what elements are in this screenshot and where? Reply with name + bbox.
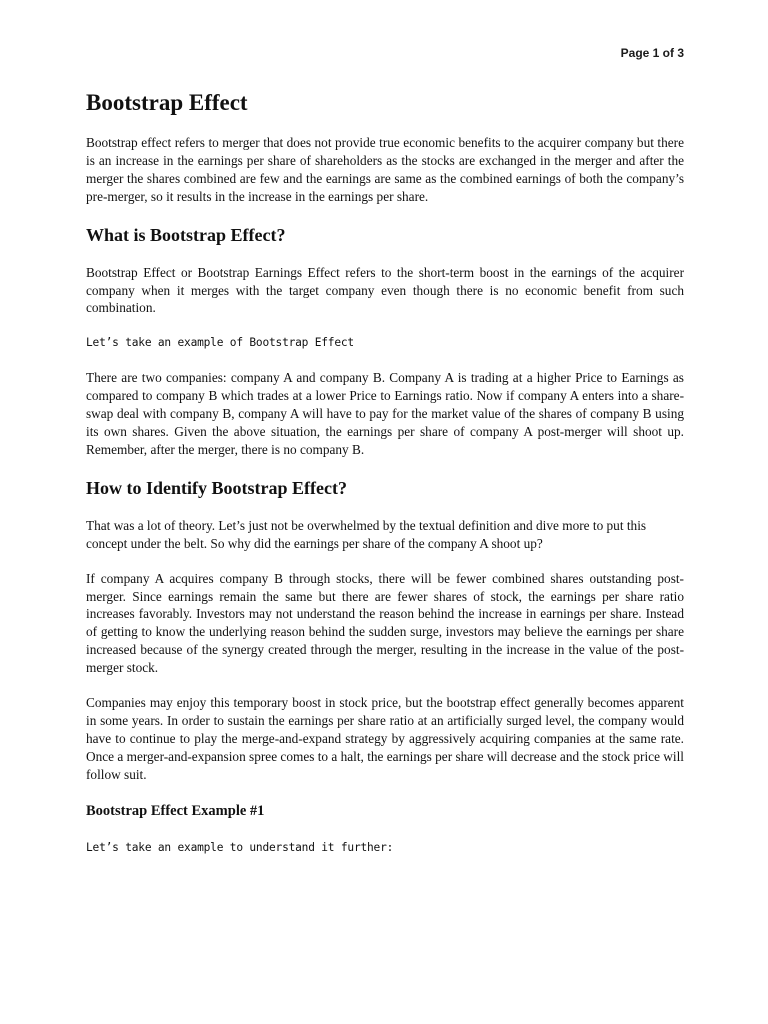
example-paragraph: There are two companies: company A and company B. Company A is trading at a higher Price to Earnings as compared to company B which trades at a lower Price to Earnings ratio. Now if company A enters into a share-swap deal with company B, company A will have to pay for the market value of the shares of company B using its own shares. Given the above situation, the earnings per share of company A post-merger will shoot up. Remember, after the merger, there is no company B. — [86, 370, 684, 457]
section-heading-example-1: Bootstrap Effect Example #1 — [86, 802, 265, 819]
page-number: Page 1 of 3 — [620, 46, 684, 60]
intro-paragraph: Bootstrap effect refers to merger that does not provide true economic benefits to the acquirer company but there is an increase in the earnings per share of shareholders as the stocks are exchanged in the merger and after the merger the shares combined are few and the earnings are same as the combined earnings of both the company’s pre-merger, so it results in the increase in the earnings per share. — [86, 135, 684, 204]
temporary-boost-paragraph: Companies may enjoy this temporary boost in stock price, but the bootstrap effect generally becomes apparent in some years. In order to sustain the earnings per share ratio at an artificially surged level, the company would have to continue to play the merge-and-expand strategy by aggressively acquiring companies at the same rate. Once a merger-and-expansion spree comes to a halt, the earnings per share will decrease and the stock price will follow suit. — [86, 695, 684, 782]
definition-paragraph: Bootstrap Effect or Bootstrap Earnings Effect refers to the short-term boost in the earnings of the acquirer company when it merges with the target company even though there is no economic benefit from such combination. — [86, 264, 684, 316]
example-intro-paragraph: Let’s take an example of Bootstrap Effect — [86, 336, 354, 350]
theory-paragraph: That was a lot of theory. Let’s just not be overwhelmed by the textual definition and dive more to put this concept under the belt. So why did the earnings per share of the company A shoot up? — [86, 517, 647, 551]
example-1-intro-paragraph: Let’s take an example to understand it further: — [86, 840, 394, 854]
document-body — [86, 88, 684, 873]
acquisition-paragraph: If company A acquires company B through stocks, there will be fewer combined shares outstanding post-merger. Since earnings remain the same but there are fewer shares of stock, the earnings per share ratio increases favorably. Investors may not understand the reason behind the increase in earnings per share. Instead of getting to know the underlying reason behind the sudden surge, investors may believe the earnings per share increased because of the synergy created through the merger, resulting in the increase in the value of the post-merger stock. — [86, 570, 684, 676]
section-heading-what-is: What is Bootstrap Effect? — [86, 224, 286, 245]
document-title: Bootstrap Effect — [86, 90, 248, 115]
section-heading-how-to-identify: How to Identify Bootstrap Effect? — [86, 477, 347, 498]
